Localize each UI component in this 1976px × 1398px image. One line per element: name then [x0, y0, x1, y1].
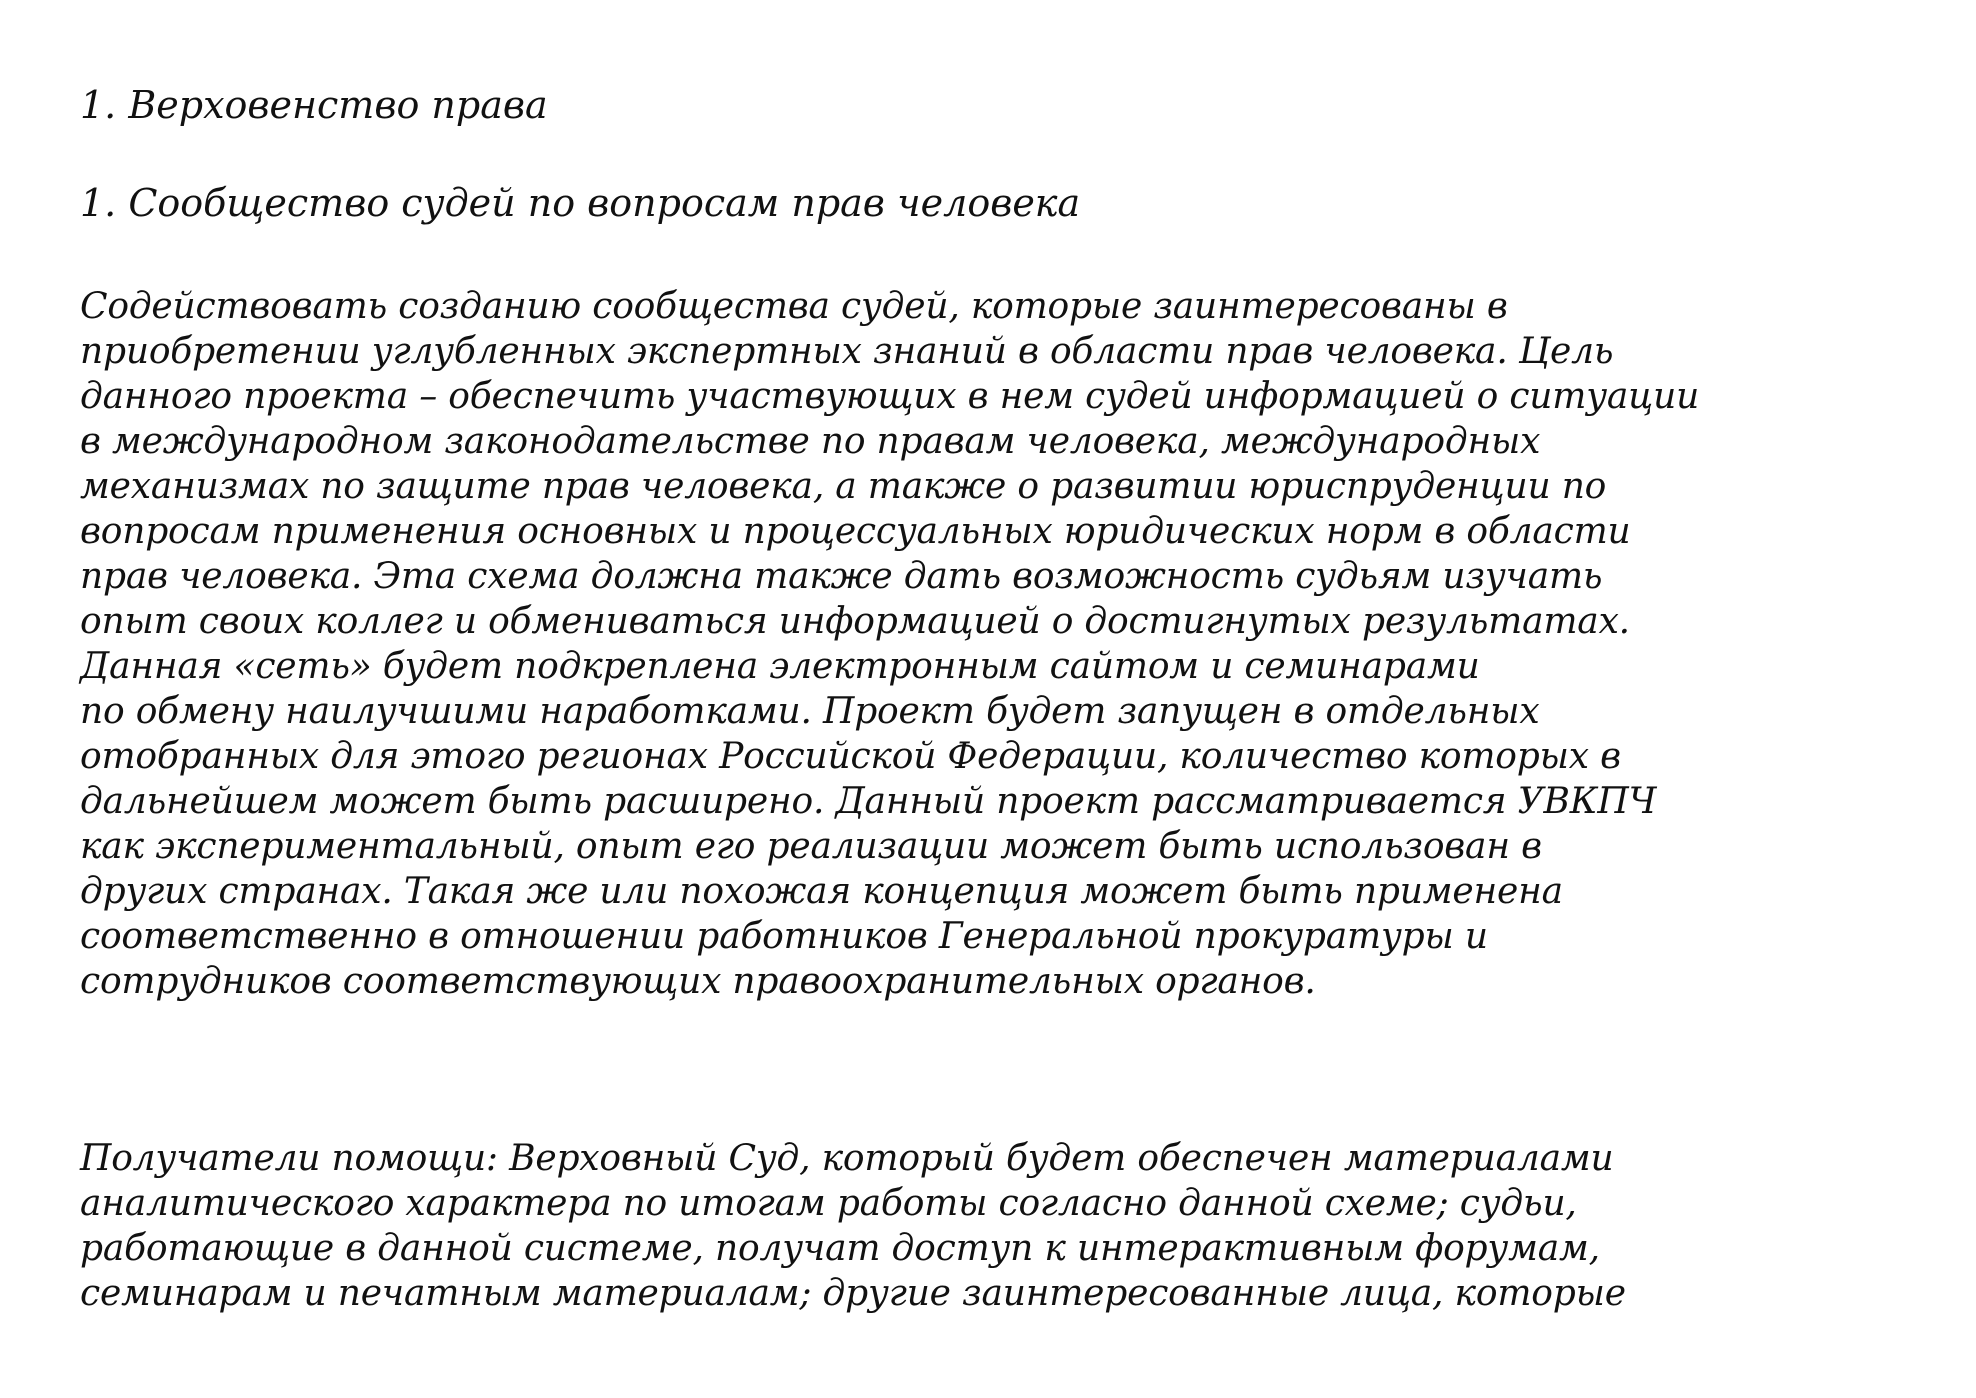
subsection-heading: 1. Сообщество судей по вопросам прав человека — [80, 181, 1081, 225]
paragraph-line: работающие в данной системе, получат доступ к интерактивным форумам, — [80, 1228, 1600, 1269]
paragraph-line: вопросам применения основных и процессуальных юридических норм в области — [80, 511, 1631, 552]
paragraph-line: приобретении углубленных экспертных знаний в области прав человека. Цель — [80, 331, 1614, 372]
paragraph-line: опыт своих коллег и обмениваться информацией о достигнутых результатах. — [80, 601, 1630, 642]
paragraph-line: семинарам и печатным материалам; другие заинтересованные лица, которые — [80, 1273, 1626, 1314]
paragraph-line: соответственно в отношении работников Генеральной прокуратуры и — [80, 916, 1488, 957]
paragraph-line: аналитического характера по итогам работы согласно данной схеме; судьи, — [80, 1183, 1577, 1224]
paragraph-line: механизмах по защите прав человека, а также о развитии юриспруденции по — [80, 466, 1607, 507]
paragraph-line: в международном законодательстве по правам человека, международных — [80, 421, 1541, 462]
paragraph-line: Данная «сеть» будет подкреплена электронным сайтом и семинарами — [80, 646, 1480, 687]
section-heading: 1. Верховенство права — [80, 83, 548, 127]
paragraph-line: сотрудников соответствующих правоохранительных органов. — [80, 961, 1316, 1002]
paragraph-line: дальнейшем может быть расширено. Данный проект рассматривается УВКПЧ — [80, 781, 1657, 822]
paragraph-line: Содействовать созданию сообщества судей, которые заинтересованы в — [80, 286, 1508, 327]
paragraph-line: отобранных для этого регионах Российской Федерации, количество которых в — [80, 736, 1621, 777]
paragraph-line: по обмену наилучшими наработками. Проект будет запущен в отдельных — [80, 691, 1540, 732]
paragraph-2 — [80, 1136, 1626, 1316]
paragraph-1 — [80, 284, 1699, 1004]
paragraph-line: прав человека. Эта схема должна также дать возможность судьям изучать — [80, 556, 1603, 597]
paragraph-line: данного проекта – обеспечить участвующих в нем судей информацией о ситуации — [80, 376, 1700, 417]
paragraph-line: других странах. Такая же или похожая концепция может быть применена — [80, 871, 1563, 912]
paragraph-line: Получатели помощи: Верховный Суд, который будет обеспечен материалами — [80, 1138, 1614, 1179]
paragraph-line: как экспериментальный, опыт его реализации может быть использован в — [80, 826, 1542, 867]
